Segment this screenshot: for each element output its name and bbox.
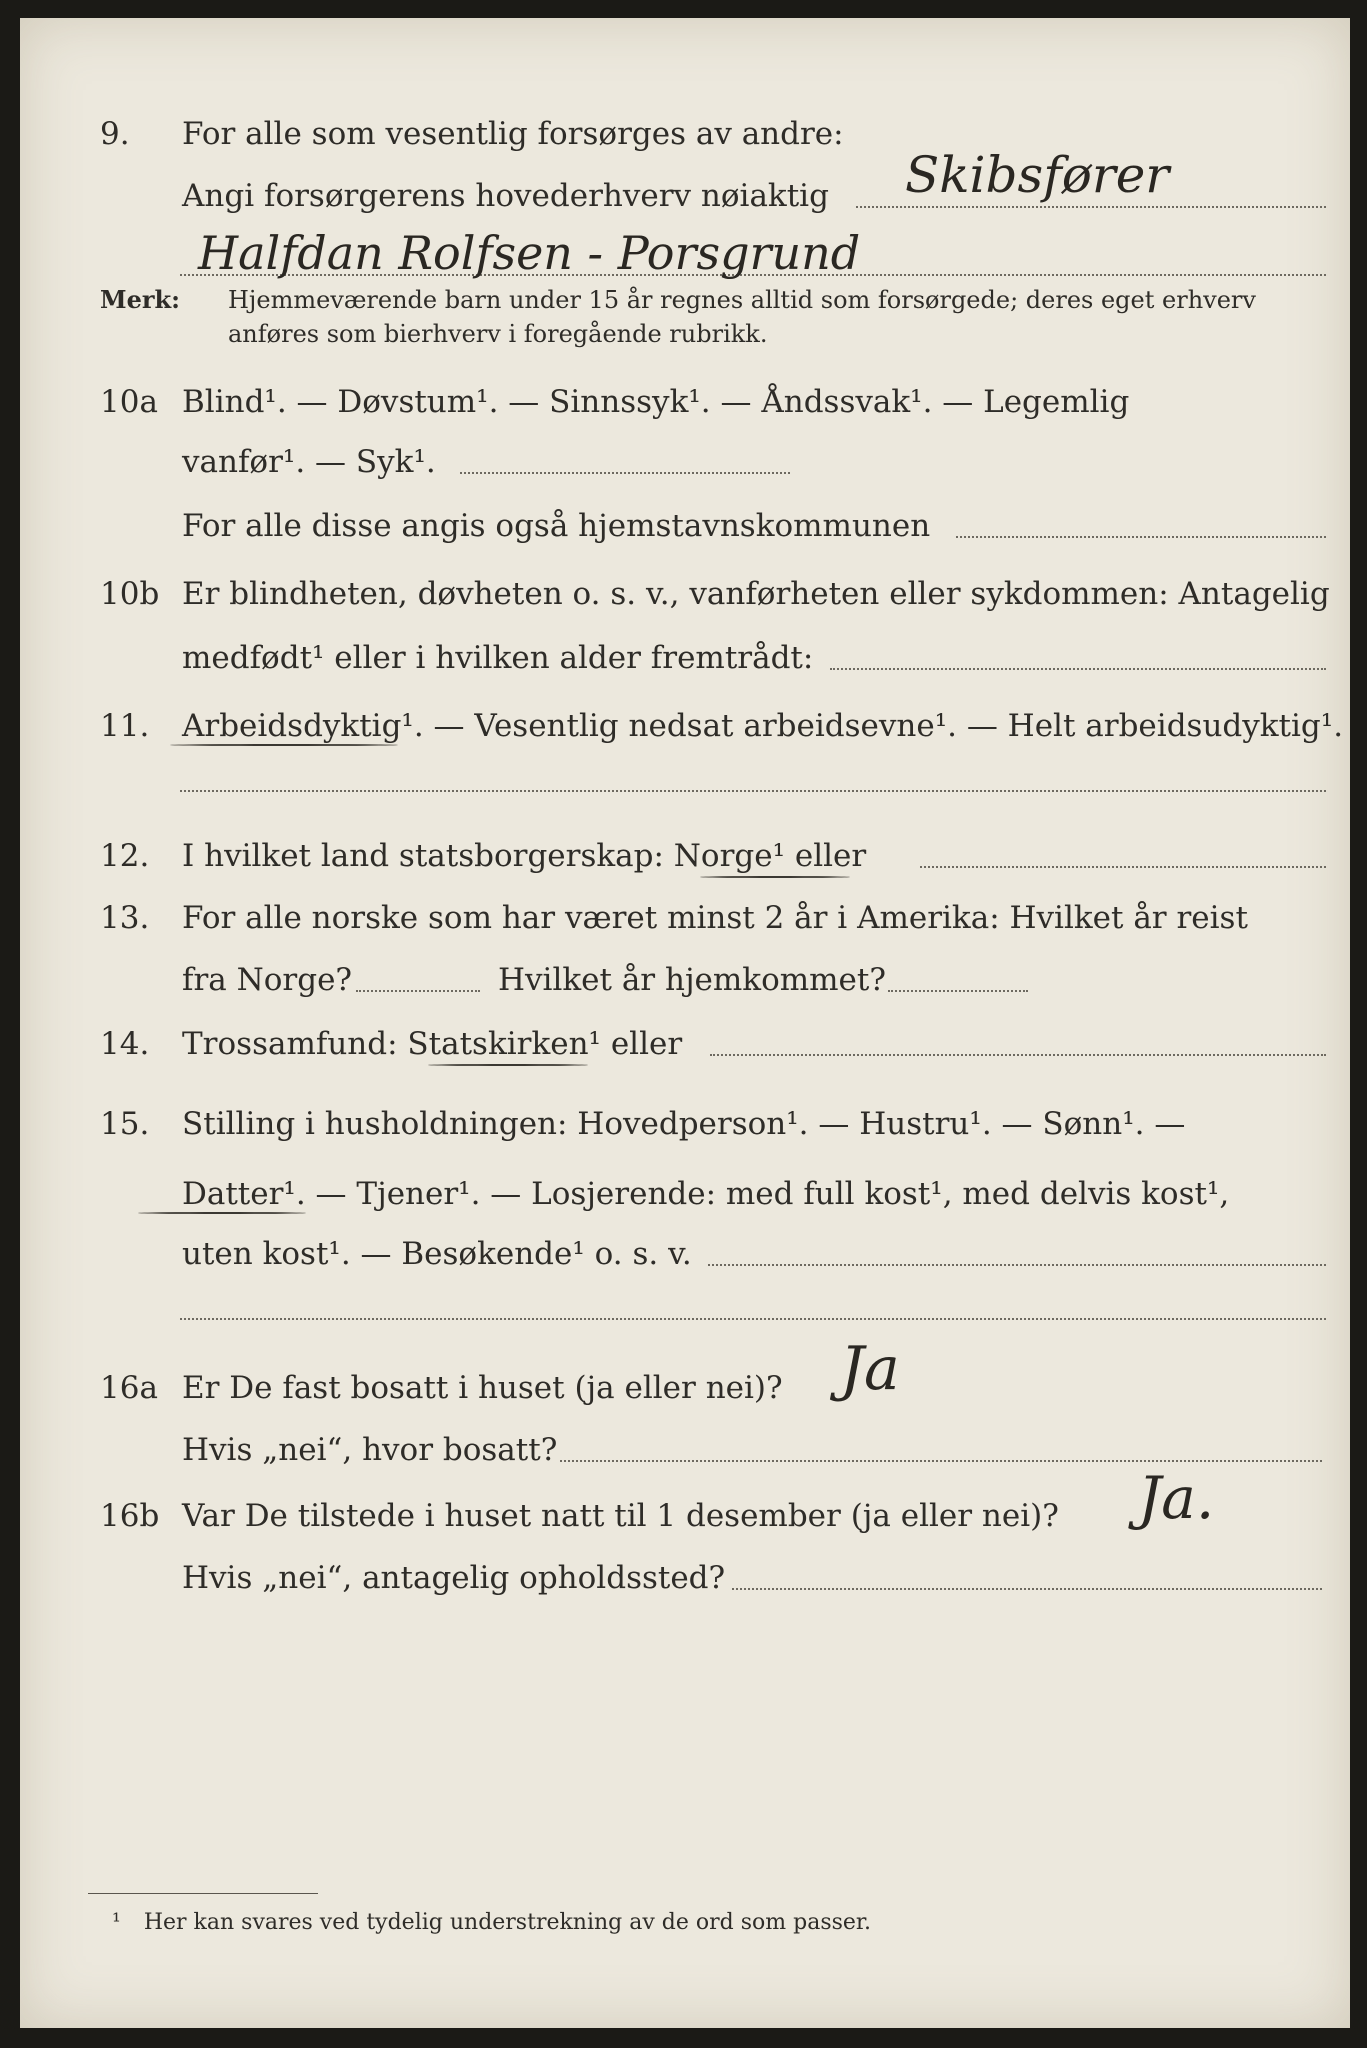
merk-text1: Hjemmeværende barn under 15 år regnes alltid som forsørgede; deres eget erhverv <box>228 286 1256 314</box>
q15-text1: Stilling i husholdningen: Hovedperson¹. — Hustru¹. — Sønn¹. — <box>182 1106 1186 1142</box>
q13-text2a: fra Norge? <box>182 962 353 998</box>
footnote-rule <box>88 1893 318 1894</box>
q13-line2 <box>20 956 1350 1004</box>
q13-number: 13. <box>100 900 150 936</box>
q11-number: 11. <box>100 708 150 744</box>
q15-line1 <box>20 1100 1350 1148</box>
footnote-mark: ¹ <box>112 1910 121 1935</box>
q11-line2 <box>20 756 1350 804</box>
q14-number: 14. <box>100 1026 150 1062</box>
q16a-text2: Hvis „nei“, hvor bosatt? <box>182 1432 558 1468</box>
q11-line1 <box>20 702 1350 750</box>
q10b-line1 <box>20 570 1350 618</box>
q10a-text3: For alle disse angis også hjemstavnskommunen <box>182 508 931 544</box>
q16b-number: 16b <box>100 1498 160 1534</box>
q16a-answer-handwriting: Ja <box>840 1334 900 1404</box>
q13-text2b: Hvilket år hjemkommet? <box>498 962 886 998</box>
q10a-line2 <box>20 438 1350 486</box>
q9-text1: For alle som vesentlig forsørges av andre: <box>182 116 844 152</box>
q15-line3 <box>20 1230 1350 1278</box>
q11-field[interactable] <box>180 790 1326 792</box>
q9-answer1-field[interactable] <box>856 206 1326 208</box>
q16a-line1 <box>20 1364 1350 1412</box>
q10a-line3 <box>20 502 1350 550</box>
footnote <box>112 1908 871 1938</box>
q9-text2: Angi forsørgerens hovederhverv nøiaktig <box>182 178 829 214</box>
q11-text1: Arbeidsdyktig¹. — Vesentlig nedsat arbeidsevne¹. — Helt arbeidsudyktig¹. <box>182 708 1344 744</box>
q10b-field[interactable] <box>830 668 1326 670</box>
q15-text3: uten kost¹. — Besøkende¹ o. s. v. <box>182 1236 692 1272</box>
merk-line1 <box>20 284 1350 316</box>
q14-field[interactable] <box>710 1054 1326 1056</box>
q16b-text1: Var De tilstede i huset natt til 1 desember (ja eller nei)? <box>182 1498 1059 1534</box>
q10b-line2 <box>20 634 1350 682</box>
q10b-text2: medfødt¹ eller i hvilken alder fremtrådt: <box>182 640 814 676</box>
q14-line1 <box>20 1020 1350 1068</box>
q15-number: 15. <box>100 1106 150 1142</box>
q10a-number: 10a <box>100 384 158 420</box>
q16b-answer-handwriting: Ja. <box>1138 1464 1215 1532</box>
q13-field-hjemkommet[interactable] <box>888 990 1028 992</box>
q15-text2: Datter¹. — Tjener¹. — Losjerende: med full kost¹, med delvis kost¹, <box>182 1176 1230 1212</box>
merk-line2 <box>20 318 1350 350</box>
q16a-field[interactable] <box>560 1460 1322 1462</box>
census-form-page <box>20 18 1350 2028</box>
q16b-text2: Hvis „nei“, antagelig opholdssted? <box>182 1560 726 1596</box>
q16b-field[interactable] <box>732 1588 1322 1590</box>
q15-line4 <box>20 1284 1350 1332</box>
q12-line1 <box>20 832 1350 880</box>
q12-text1: I hvilket land statsborgerskap: Norge¹ eller <box>182 838 867 874</box>
q14-handwritten-underline <box>428 1064 588 1066</box>
merk-label: Merk: <box>100 285 180 314</box>
q15-handwritten-underline <box>138 1212 306 1214</box>
q13-field-reist[interactable] <box>356 990 480 992</box>
q9-answer2-handwriting: Halfdan Rolfsen - Porsgrund <box>198 226 861 280</box>
q10a-text1: Blind¹. — Døvstum¹. — Sinnssyk¹. — Åndssvak¹. — Legemlig <box>182 384 1130 420</box>
q10a-field1[interactable] <box>460 472 790 474</box>
q15-field2[interactable] <box>180 1318 1326 1320</box>
q15-line2 <box>20 1170 1350 1218</box>
q12-handwritten-underline <box>700 876 850 878</box>
q13-line1 <box>20 894 1350 942</box>
q9-answer1-handwriting: Skibsfører <box>905 146 1170 204</box>
q15-field1[interactable] <box>708 1264 1326 1266</box>
q14-text1: Trossamfund: Statskirken¹ eller <box>182 1026 683 1062</box>
q12-number: 12. <box>100 838 150 874</box>
q16a-number: 16a <box>100 1370 158 1406</box>
merk-text2: anføres som bierhverv i foregående rubrikk. <box>228 320 768 348</box>
q11-handwritten-underline <box>170 744 398 746</box>
q10a-line1 <box>20 378 1350 426</box>
q9-number: 9. <box>100 116 130 152</box>
q10a-field2[interactable] <box>956 536 1326 538</box>
q10a-text2: vanfør¹. — Syk¹. <box>182 444 436 480</box>
q16b-line2 <box>20 1554 1350 1602</box>
q13-text1: For alle norske som har været minst 2 år i Amerika: Hvilket år reist <box>182 900 1248 936</box>
footnote-text: Her kan svares ved tydelig understrekning av de ord som passer. <box>143 1910 872 1935</box>
q10b-text1: Er blindheten, døvheten o. s. v., vanførheten eller sykdommen: Antagelig <box>182 576 1330 612</box>
q16a-text1: Er De fast bosatt i huset (ja eller nei)? <box>182 1370 783 1406</box>
q10b-number: 10b <box>100 576 160 612</box>
q12-field[interactable] <box>920 866 1326 868</box>
